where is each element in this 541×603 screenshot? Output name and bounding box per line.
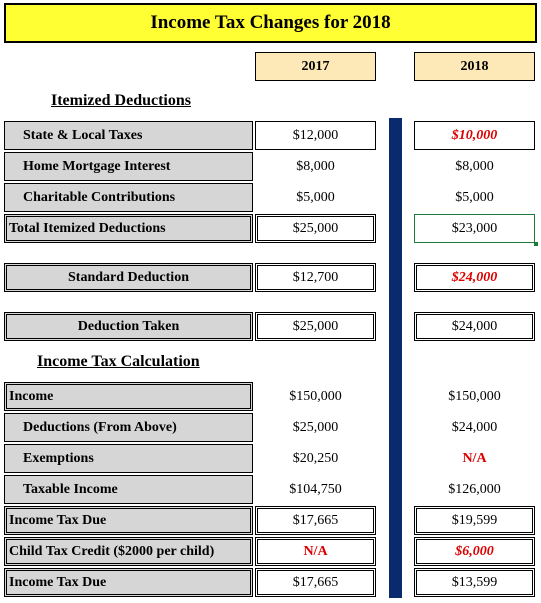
cell-2018-income[interactable]: $150,000 (414, 382, 535, 411)
itemized-deductions-heading: Itemized Deductions (51, 92, 191, 109)
row-label-final-income-tax-due: Income Tax Due (4, 568, 253, 597)
cell-2018-child-tax-credit[interactable]: $6,000 (414, 537, 535, 566)
row-label-deduction-taken: Deduction Taken (4, 312, 253, 341)
cell-2018-final-income-tax-due[interactable]: $13,599 (414, 568, 535, 597)
row-label-charitable-contributions: Charitable Contributions (4, 183, 253, 212)
selection-fill-handle[interactable] (534, 242, 538, 246)
cell-2017-state-local-taxes[interactable]: $12,000 (255, 121, 376, 150)
cell-2018-charitable-contributions[interactable]: $5,000 (414, 183, 535, 212)
row-label-home-mortgage-interest: Home Mortgage Interest (4, 152, 253, 181)
row-label-deductions-from-above: Deductions (From Above) (4, 413, 253, 442)
cell-2018-deductions-from-above[interactable]: $24,000 (414, 413, 535, 442)
income-tax-calculation-heading: Income Tax Calculation (37, 353, 200, 370)
cell-2018-total-itemized-deductions[interactable]: $23,000 (414, 214, 535, 243)
cell-2018-deduction-taken[interactable]: $24,000 (414, 312, 535, 341)
cell-2018-standard-deduction[interactable]: $24,000 (414, 263, 535, 292)
row-label-state-local-taxes: State & Local Taxes (4, 121, 253, 150)
year-header-2017: 2017 (255, 52, 376, 81)
cell-2018-state-local-taxes[interactable]: $10,000 (414, 121, 535, 150)
cell-2017-income-tax-due[interactable]: $17,665 (255, 506, 376, 535)
cell-2017-home-mortgage-interest[interactable]: $8,000 (255, 152, 376, 181)
cell-2017-deduction-taken[interactable]: $25,000 (255, 312, 376, 341)
cell-2018-home-mortgage-interest[interactable]: $8,000 (414, 152, 535, 181)
cell-2018-income-tax-due[interactable]: $19,599 (414, 506, 535, 535)
cell-2018-taxable-income[interactable]: $126,000 (414, 475, 535, 504)
cell-2017-income[interactable]: $150,000 (255, 382, 376, 411)
cell-2017-child-tax-credit[interactable]: N/A (255, 537, 376, 566)
cell-2017-exemptions[interactable]: $20,250 (255, 444, 376, 473)
row-label-exemptions: Exemptions (4, 444, 253, 473)
row-label-total-itemized-deductions: Total Itemized Deductions (4, 214, 253, 243)
cell-2017-total-itemized-deductions[interactable]: $25,000 (255, 214, 376, 243)
column-divider (389, 118, 402, 598)
year-header-2018: 2018 (414, 52, 535, 81)
row-label-child-tax-credit: Child Tax Credit ($2000 per child) (4, 537, 253, 566)
cell-2018-exemptions[interactable]: N/A (414, 444, 535, 473)
cell-2017-charitable-contributions[interactable]: $5,000 (255, 183, 376, 212)
cell-2017-final-income-tax-due[interactable]: $17,665 (255, 568, 376, 597)
page-title: Income Tax Changes for 2018 (4, 3, 537, 43)
row-label-income: Income (4, 382, 253, 411)
row-label-income-tax-due: Income Tax Due (4, 506, 253, 535)
cell-2017-taxable-income[interactable]: $104,750 (255, 475, 376, 504)
cell-2017-standard-deduction[interactable]: $12,700 (255, 263, 376, 292)
cell-2017-deductions-from-above[interactable]: $25,000 (255, 413, 376, 442)
row-label-standard-deduction: Standard Deduction (4, 263, 253, 292)
row-label-taxable-income: Taxable Income (4, 475, 253, 504)
